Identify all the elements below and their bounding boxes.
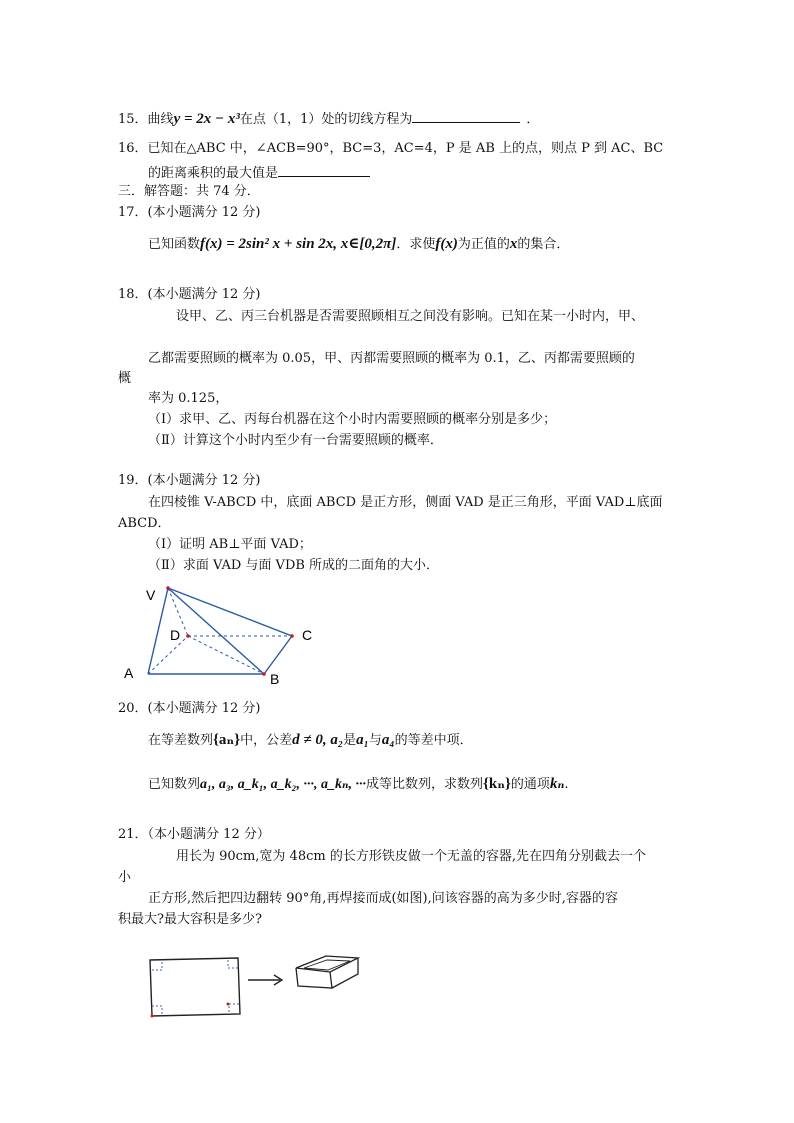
question-18-line2: 乙都需要照顾的概率为 0.05，甲、丙都需要照顾的概率为 0.1，乙、丙都需要照顾的 xyxy=(148,351,635,366)
corner-cut-bl xyxy=(152,1006,162,1016)
q20-l2-pre: 已知数列 xyxy=(148,777,201,792)
question-19-header: 19．(本小题满分 12 分) xyxy=(118,473,261,488)
container-figure xyxy=(140,942,370,1022)
question-16-line1: 16．已知在△ABC 中，∠ACB=90°，BC=3，AC=4，P 是 AB 上的点，则点 P 到 AC、BC xyxy=(118,141,664,156)
question-21-line2: 正方形,然后把四边翻转 90°角,再焊接而成(如图),问该容器的高为多少时,容器的容 xyxy=(148,891,618,906)
box-side-face xyxy=(332,958,358,988)
q20-a1: a₁ xyxy=(356,732,369,748)
question-21-header: 21．（本小题满分 12 分） xyxy=(118,827,270,842)
question-18-part2: （Ⅱ）计算这个小时内至少有一台需要照顾的概率． xyxy=(148,433,443,448)
q20-l2-post: . xyxy=(564,777,569,792)
sheet-corner-dot xyxy=(151,1015,154,1018)
question-19-part2: （Ⅱ）求面 VAD 与面 VDB 所成的二面角的大小． xyxy=(148,558,440,573)
question-19-line1b: ABCD． xyxy=(118,516,171,531)
edge-vb xyxy=(168,588,264,674)
question-21-line1b: 小 xyxy=(118,870,132,885)
q15-answer-blank xyxy=(412,108,520,123)
q17-pre: 已知函数 xyxy=(148,237,201,252)
question-21-line3: 积最大?最大容积是多少? xyxy=(118,912,262,927)
question-20-line2 xyxy=(148,775,568,794)
label-a: A xyxy=(124,665,134,681)
question-20-line1 xyxy=(148,731,473,750)
sheet-corner-dot-2 xyxy=(227,1003,230,1006)
question-18-part1: （Ⅰ）求甲、乙、丙每台机器在这个小时内需要照顾的概率分别是多少； xyxy=(148,412,557,427)
q17-x: x xyxy=(509,236,518,252)
edge-vc xyxy=(168,588,292,636)
corner-cut-tr xyxy=(228,958,238,968)
edge-ad xyxy=(148,636,188,674)
edge-bc xyxy=(264,636,292,674)
vertex-c xyxy=(290,634,294,638)
vertex-v xyxy=(166,586,170,590)
label-b: B xyxy=(270,671,280,687)
q20-l1-mid2: 是 xyxy=(343,733,357,748)
q20-a4: a₄ xyxy=(381,732,395,748)
question-15 xyxy=(118,108,539,129)
q20-l2-mid2: 的通项 xyxy=(510,777,550,792)
question-18-line3: 率为 0.125， xyxy=(148,391,229,406)
q17-formula: f(x) = 2sin² x + sin 2x, x∈[0,2π] xyxy=(200,236,397,252)
sheet-outline xyxy=(150,958,240,1016)
question-17-header: 17．(本小题满分 12 分) xyxy=(118,205,261,220)
label-v: V xyxy=(146,587,156,603)
q17-mid: ．求使 xyxy=(396,237,436,252)
corner-cut-tl xyxy=(152,960,162,970)
q20-seq: a₁, a₃, a_k₁, a_k₂, ···, a_kₙ, ··· xyxy=(200,777,366,792)
edge-db xyxy=(188,636,264,674)
corner-cut-br xyxy=(229,1004,239,1014)
label-c: C xyxy=(302,627,313,643)
q17-mid2: 为正值的 xyxy=(457,237,510,252)
question-19-line1: 在四棱锥 V-ABCD 中，底面 ABCD 是正方形，侧面 VAD 是正三角形，平面 VAD⊥底面 xyxy=(148,495,663,510)
q16-line2-text: 的距离乘积的最大值是 xyxy=(148,166,279,181)
q15-post: 在点（1，1）处的切线方程为 xyxy=(239,112,413,127)
vertex-b xyxy=(262,672,266,676)
q20-cond: d ≠ 0, a₂ xyxy=(292,732,344,748)
q15-equation: y = 2x − x³ xyxy=(173,111,240,127)
q15-pre: 曲线 xyxy=(147,112,174,127)
q16-answer-blank xyxy=(278,162,370,177)
q20-l1-post: 的等差中项． xyxy=(394,733,473,748)
q17-fx: f(x) xyxy=(435,236,458,252)
q20-an: {aₙ} xyxy=(213,732,241,748)
section-3-heading: 三．解答题：共 74 分． xyxy=(118,184,260,199)
question-16-line2 xyxy=(148,162,370,183)
question-18-line1: 设甲、乙、丙三台机器是否需要照顾相互之间没有影响。已知在某一小时内，甲、 xyxy=(176,309,645,324)
question-19-part1: （Ⅰ）证明 AB⊥平面 VAD； xyxy=(148,537,312,552)
q20-kn: {kₙ} xyxy=(482,776,511,792)
label-d: D xyxy=(170,627,181,643)
q20-l1-mid3: 与 xyxy=(368,733,382,748)
q20-l2-mid: 成等比数列，求数列 xyxy=(365,777,483,792)
question-18-header: 18．(本小题满分 12 分) xyxy=(118,287,261,302)
q20-l1-pre: 在等差数列 xyxy=(148,733,214,748)
q20-l1-mid: 中，公差 xyxy=(240,733,293,748)
question-21-line1: 用长为 90cm,宽为 48cm 的长方形铁皮做一个无盖的容器,先在四角分别截去一个 xyxy=(176,849,646,864)
q15-tail: ． xyxy=(526,112,540,127)
q20-kn2: kₙ xyxy=(549,776,565,792)
question-20-header: 20．(本小题满分 12 分) xyxy=(118,701,261,716)
vertex-d xyxy=(186,634,190,638)
pyramid-figure xyxy=(110,578,330,688)
question-17-body xyxy=(148,235,569,254)
q15-number: 15． xyxy=(118,112,148,127)
q17-post: 的集合． xyxy=(517,237,570,252)
question-18-line2b: 概 xyxy=(118,371,132,386)
